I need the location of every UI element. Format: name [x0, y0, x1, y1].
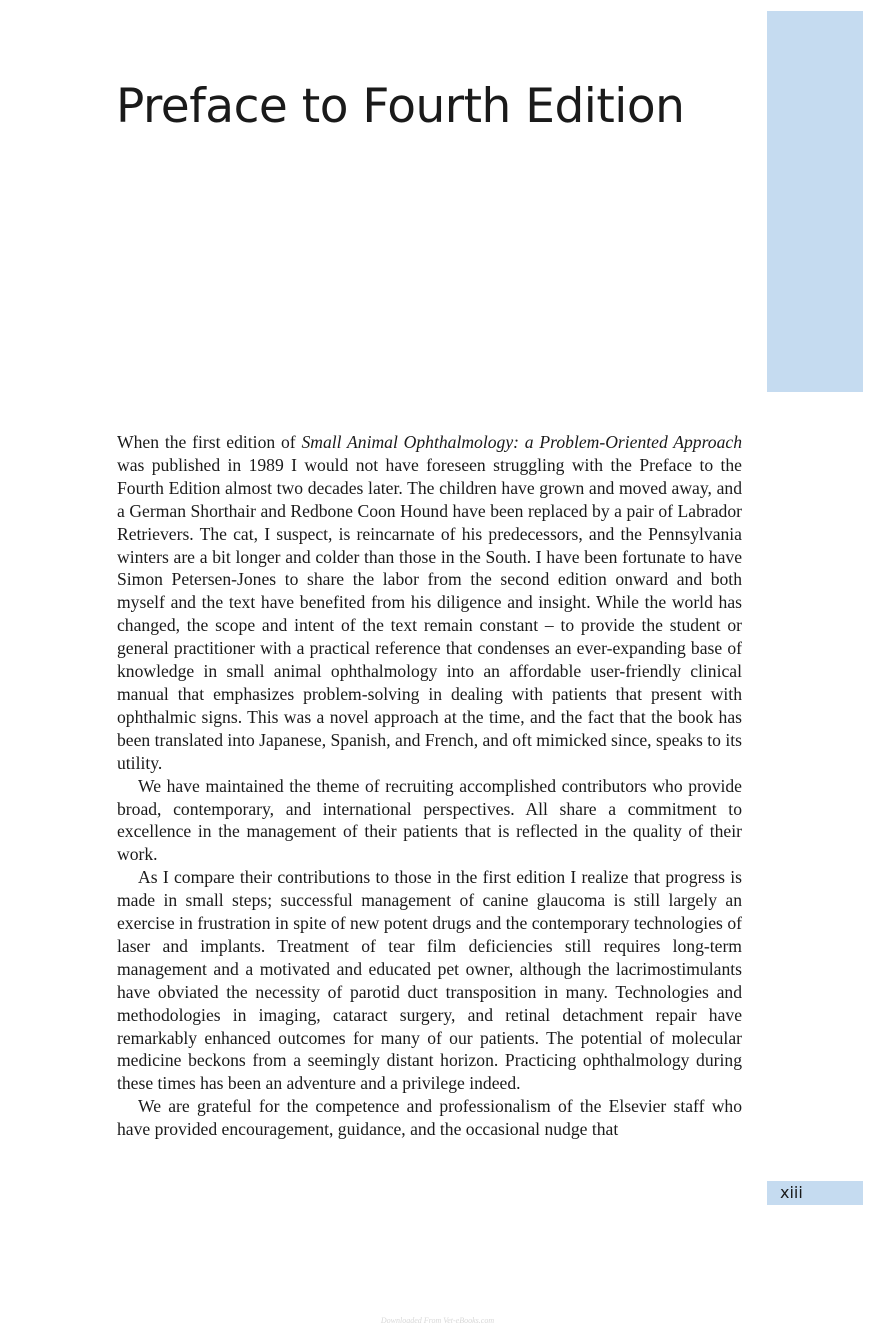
paragraph-3: As I compare their contributions to those in the first edition I realize that progress is made in small steps; successful management of canine glaucoma is still largely an exercise in frustration in spite of new potent drugs and the contemporary technologies of laser and implants. Treatment of tear film deficiencies still requires long-term management and a motivated and educated pet owner, although the lacrimostimulants have obviated the necessity of parotid duct transposition in many. Technologies and methodologies in imaging, cataract surgery, and retinal detachment repair have remarkably enhanced outcomes for many of our patients. The potential of molecular medicine beckons from a seemingly distant horizon. Practicing ophthalmology during these times has been an adventure and a privilege indeed. [117, 867, 742, 1094]
paragraph-1-lead: When the first edition of [117, 432, 302, 452]
watermark: Downloaded From Vet-eBooks.com [380, 1316, 495, 1325]
page-number: xiii [780, 1183, 803, 1202]
chapter-side-tab [767, 11, 863, 392]
paragraph-4: We are grateful for the competence and professionalism of the Elsevier staff who have provided encouragement, guidance, and the occasional nudge that [117, 1096, 742, 1140]
book-title: Small Animal Ophthalmology: a Problem-Oriented Approach [301, 432, 742, 452]
paragraph-1-text: was published in 1989 I would not have foreseen struggling with the Preface to the Fourth Edition almost two decades later. The children have grown and moved away, and a German Shorthair and Redbone Coon Hound have been replaced by a pair of Labrador Retrievers. The cat, I suspect, is reincarnate of his predecessors, and the Pennsylvania winters are a bit longer and colder than those in the South. I have been fortunate to have Simon Petersen-Jones to share the labor from the second edition onward and both myself and the text have benefited from his diligence and insight. While the world has changed, the scope and intent of the text remain constant – to provide the student or general practitioner with a practical reference that condenses an ever-expanding base of knowledge in small animal ophthalmology into an affordable user-friendly clinical manual that emphasizes problem-solving in dealing with patients that present with ophthalmic signs. This was a novel approach at the time, and the fact that the book has been translated into Japanese, Spanish, and French, and oft mimicked since, speaks to its utility. [117, 454, 742, 773]
preface-body [117, 431, 742, 1141]
page-title: Preface to Fourth Edition [116, 79, 685, 134]
paragraph-1 [117, 431, 742, 775]
paragraph-2: We have maintained the theme of recruiting accomplished contributors who provide broad, contemporary, and international perspectives. All share a commitment to excellence in the management of their patients that is reflected in the quality of their work. [117, 775, 742, 865]
